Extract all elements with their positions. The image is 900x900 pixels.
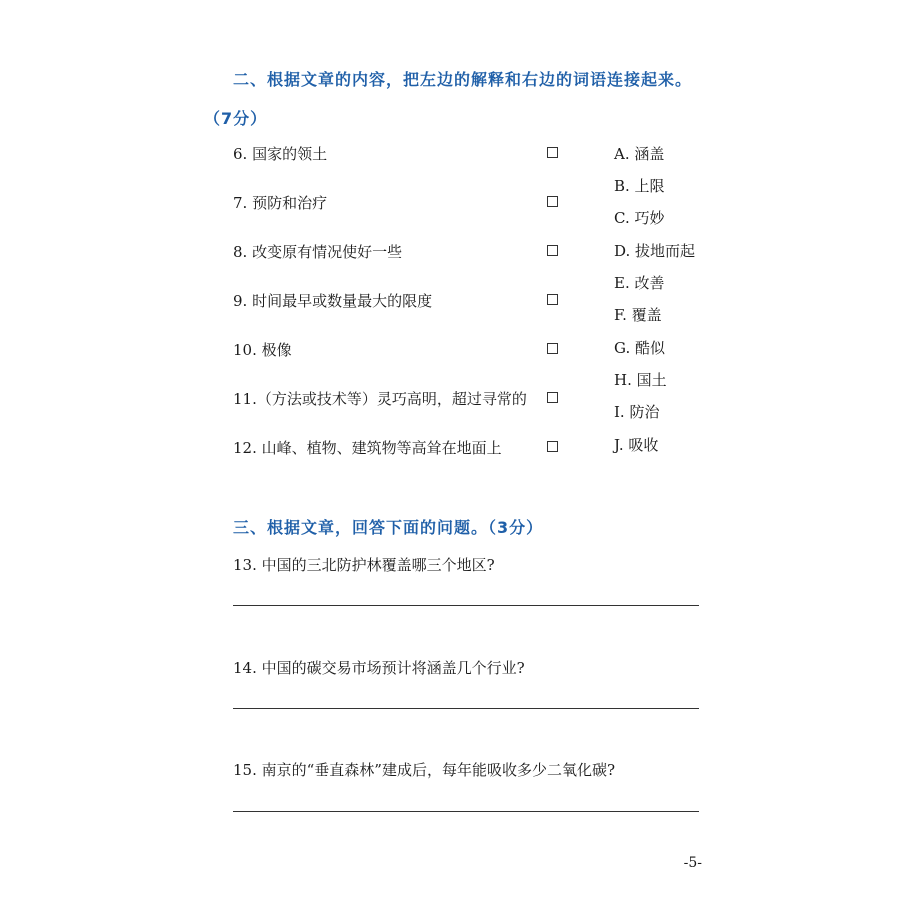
answer-checkbox[interactable]: [547, 294, 558, 305]
word-option: E. 改善: [614, 274, 665, 292]
matching-item: 10. 极像: [233, 341, 292, 359]
section2-points: （7分）: [204, 109, 268, 128]
answer-line-13[interactable]: [233, 605, 699, 606]
matching-item: 6. 国家的领土: [233, 145, 328, 163]
matching-item: 8. 改变原有情况使好一些: [233, 243, 403, 261]
word-option: I. 防治: [614, 403, 660, 421]
matching-item: 12. 山峰、植物、建筑物等高耸在地面上: [233, 439, 502, 457]
question-13: 13. 中国的三北防护林覆盖哪三个地区?: [233, 556, 495, 574]
answer-line-15[interactable]: [233, 811, 699, 812]
matching-item: 9. 时间最早或数量最大的限度: [233, 292, 433, 310]
answer-checkbox[interactable]: [547, 392, 558, 403]
word-option: H. 国土: [614, 371, 667, 389]
word-option: C. 巧妙: [614, 209, 665, 227]
question-15: 15. 南京的“垂直森林”建成后，每年能吸收多少二氧化碳?: [233, 761, 616, 779]
word-option: J. 吸收: [614, 436, 659, 454]
matching-item: 7. 预防和治疗: [233, 194, 328, 212]
matching-item: 11.（方法或技术等）灵巧高明，超过寻常的: [233, 390, 527, 408]
answer-checkbox[interactable]: [547, 245, 558, 256]
answer-line-14[interactable]: [233, 708, 699, 709]
word-option: A. 涵盖: [614, 145, 665, 163]
word-option: B. 上限: [614, 177, 665, 195]
answer-checkbox[interactable]: [547, 196, 558, 207]
section3-heading: 三、根据文章，回答下面的问题。（3分）: [233, 518, 544, 537]
answer-checkbox[interactable]: [547, 343, 558, 354]
word-option: G. 酷似: [614, 339, 665, 357]
word-option: F. 覆盖: [614, 306, 662, 324]
word-option: D. 拔地而起: [614, 242, 696, 260]
question-14: 14. 中国的碳交易市场预计将涵盖几个行业?: [233, 659, 525, 677]
answer-checkbox[interactable]: [547, 441, 558, 452]
section2-heading: 二、根据文章的内容，把左边的解释和右边的词语连接起来。: [233, 70, 693, 89]
answer-checkbox[interactable]: [547, 147, 558, 158]
page-number: -5-: [683, 855, 702, 871]
